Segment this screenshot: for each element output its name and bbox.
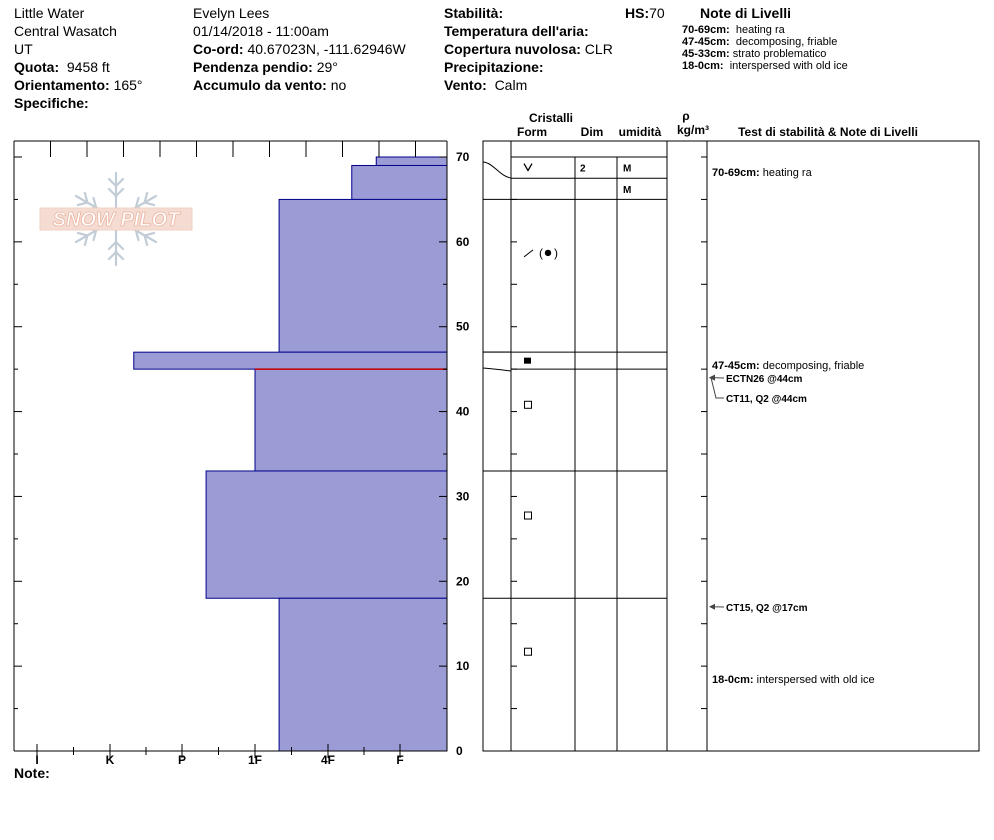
wind-loading-field: Accumulo da vento: no <box>193 77 347 93</box>
location-name: Little Water <box>14 5 85 21</box>
dot-icon <box>545 250 551 256</box>
precipitation-field: Precipitazione: <box>444 59 544 75</box>
logo-text: SNOW PILOT <box>52 209 180 231</box>
stability-test <box>709 603 808 614</box>
coordinates-field: Co-ord: 40.67023N, -111.62946W <box>193 41 406 57</box>
location-state: UT <box>14 41 33 57</box>
hardness-bar <box>279 598 447 751</box>
crystal-form-decomposing-rounded-icon <box>524 246 558 260</box>
stability-test-label: CT11, Q2 @44cm <box>726 394 807 405</box>
hardness-tick-label: 4F <box>320 753 336 767</box>
stability-field: Stabilità: <box>444 5 504 21</box>
moisture-value: M <box>623 163 632 175</box>
slash-icon <box>524 250 533 257</box>
column-form: Form <box>517 125 547 139</box>
paren-icon: ( <box>539 245 543 260</box>
depth-tick-label: 20 <box>456 574 470 589</box>
wind-field: Vento: Calm <box>444 77 528 93</box>
hardness-bar <box>255 369 447 471</box>
hardness-tick-label: P <box>177 753 187 767</box>
slope-field: Pendenza pendio: 29° <box>193 59 338 75</box>
moisture-value: M <box>623 184 632 196</box>
column-moisture: umidità <box>618 125 662 139</box>
depth-connector <box>483 368 511 371</box>
layer-notes-title: Note di Livelli <box>700 5 792 21</box>
hardness-tick-label: 1F <box>247 753 263 767</box>
crystal-form-faceted-icon <box>525 648 532 655</box>
depth-tick-label: 10 <box>456 659 470 674</box>
layer-note: 18-0cm: interspersed with old ice <box>682 60 848 72</box>
crystal-form-melt-freeze-crust-icon <box>524 358 531 364</box>
crystal-form-faceted-icon <box>525 512 532 519</box>
depth-tick-label: 40 <box>456 404 470 419</box>
depth-tick-label: 60 <box>456 234 470 249</box>
layer-comment: 18-0cm: interspersed with old ice <box>712 674 875 686</box>
facet-icon <box>525 401 532 408</box>
paren-icon: ) <box>554 245 558 260</box>
depth-tick-label: 0 <box>456 744 463 758</box>
depth-connectors <box>483 162 511 598</box>
stability-test-label: CT15, Q2 @17cm <box>726 603 808 614</box>
aspect-field: Orientamento: 165° <box>14 77 143 93</box>
surface-hoar-icon <box>524 164 532 171</box>
hardness-tick-label: I <box>35 753 39 767</box>
leader-line <box>711 378 724 398</box>
depth-tick-label: 70 <box>456 150 470 164</box>
facet-icon <box>525 512 532 519</box>
layer-note: 47-45cm: decomposing, friable <box>682 36 838 48</box>
hardness-bar <box>376 157 447 165</box>
location-range: Central Wasatch <box>14 23 117 39</box>
layer-table-frame <box>483 141 979 751</box>
observer-name: Evelyn Lees <box>193 5 270 21</box>
hardness-tick-label: F <box>396 753 404 767</box>
cloud-cover-field: Copertura nuvolosa: CLR <box>444 41 613 57</box>
hardness-bar <box>279 199 447 352</box>
footer-note-label: Note: <box>14 765 50 781</box>
hardness-bar <box>206 471 447 598</box>
column-cristalli: Cristalli <box>528 111 574 125</box>
stability-test <box>709 374 803 385</box>
snow-height-field: HS:70 <box>625 5 665 21</box>
hardness-bars <box>134 157 447 751</box>
crystal-form-faceted-icon <box>525 401 532 408</box>
stability-test-label: ECTN26 @44cm <box>726 374 803 385</box>
snowpilot-logo <box>40 173 192 265</box>
hardness-bar <box>134 352 447 369</box>
depth-tick-label: 30 <box>456 489 470 504</box>
column-density-unit: kg/m³ <box>676 123 710 137</box>
depth-connector <box>483 162 511 178</box>
elevation-field: Quota: 9458 ft <box>14 59 110 75</box>
grain-size-value: 2 <box>580 163 586 175</box>
facet-icon <box>525 648 532 655</box>
column-dim: Dim <box>580 125 604 139</box>
layer-comment: 70-69cm: heating ra <box>712 167 812 179</box>
layer-note: 70-69cm: heating ra <box>682 24 785 36</box>
column-rho: ρ <box>682 109 690 123</box>
arrow-head-icon <box>709 604 715 610</box>
depth-tick-label: 50 <box>456 319 470 334</box>
layer-note: 45-33cm: strato problematico <box>682 48 827 60</box>
layer-comment: 47-45cm: decomposing, friable <box>712 360 865 372</box>
specifics-field: Specifiche: <box>14 95 89 111</box>
crystal-form-surface-hoar-icon <box>524 164 532 171</box>
air-temp-field: Temperatura dell'aria: <box>444 23 589 39</box>
observation-datetime: 01/14/2018 - 11:00am <box>193 23 329 39</box>
hardness-tick-label: K <box>105 753 115 767</box>
crust-icon <box>524 358 531 364</box>
column-test-notes: Test di stabilità & Note di Livelli <box>738 125 918 139</box>
hardness-bar <box>352 165 447 199</box>
stability-tests <box>709 374 808 614</box>
